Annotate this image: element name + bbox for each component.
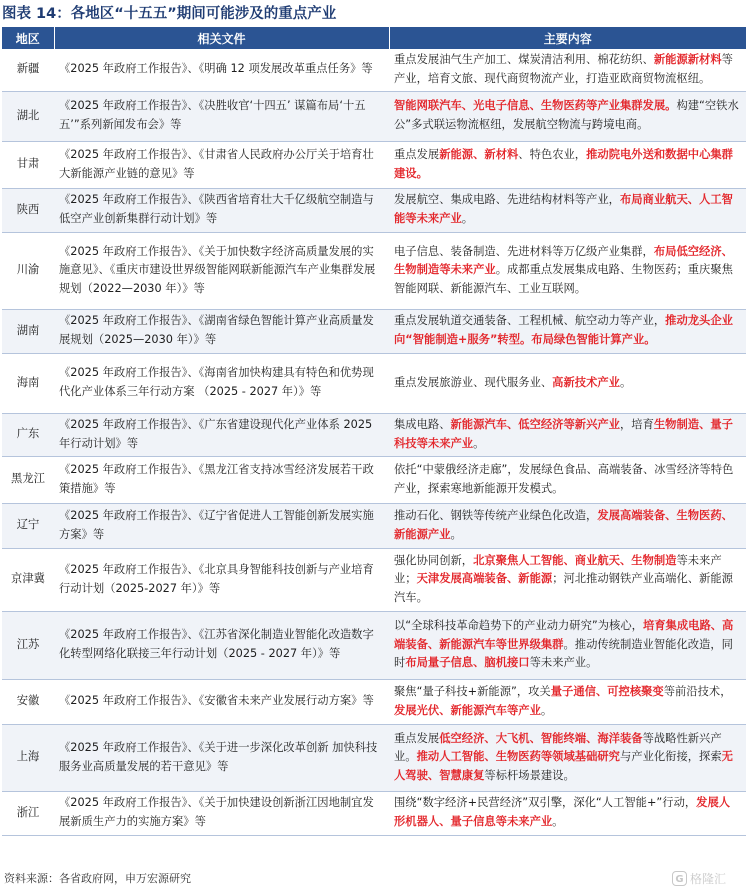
table-row (2, 503, 746, 548)
highlighted-text: 推动人工智能、生物医药等领域基础研究 (416, 750, 620, 764)
content-text: 集成电路、 (394, 417, 451, 431)
highlighted-text: 布局低空经济、生物制造等未来产业 (394, 244, 733, 277)
content-text: ，培育 (619, 417, 654, 431)
region-cell: 湖北 (2, 91, 54, 141)
content-cell (389, 353, 746, 413)
region-cell: 湖南 (2, 309, 54, 353)
documents-cell: 《2025 年政府工作报告》、《关于进一步深化改革创新 加快科技服务业高质量发展的若干意见》等 (54, 724, 389, 791)
industry-table (2, 27, 746, 836)
highlighted-text: 推动龙头企业向“智能制造+服务”转型。布局绿色智能计算产业。 (394, 314, 733, 346)
content-text: 电子信息、装备制造、先进材料等万亿级产业集群， (394, 244, 654, 258)
content-text: 等战略性新兴产业。 (394, 731, 722, 764)
highlighted-text: 培育集成电路、高端装备、新能源汽车等世界级集群 (394, 619, 734, 651)
header-content: 主要内容 (389, 27, 746, 49)
content-text: 等产业，培育文旅、现代商贸物流产业，打造亚欧商贸物流枢纽。 (394, 53, 733, 85)
header-documents: 相关文件 (54, 27, 389, 49)
region-cell: 川渝 (2, 232, 54, 309)
table-row (2, 413, 746, 456)
content-text: 重点发展旅游业、现代服务业、 (394, 375, 553, 389)
documents-cell: 《2025 年政府工作报告》、《辽宁省促进人工智能创新发展实施方案》等 (54, 503, 389, 548)
content-cell (389, 456, 746, 503)
highlighted-text: 高新技术产业 (552, 375, 620, 389)
highlighted-text: 新能源新材料 (653, 53, 722, 67)
content-text: 。 (619, 375, 632, 389)
documents-cell: 《2025 年政府工作报告》、《广东省建设现代化产业体系 2025 年行动计划》等 (54, 413, 389, 456)
documents-cell: 《2025 年政府工作报告》、《陕西省培育壮大千亿级航空制造与低空产业创新集群行动计划》等 (54, 188, 389, 232)
content-cell (389, 141, 746, 188)
region-cell: 广东 (2, 413, 54, 456)
content-text: 重点发展轨道交通装备、工程机械、航空动力等产业， (394, 314, 666, 328)
figure-title: 图表 14：各地区“十五五”期间可能涉及的重点产业 (2, 6, 337, 22)
content-cell (389, 503, 746, 548)
table-row (2, 49, 746, 91)
highlighted-text: 量子通信、可控核聚变 (550, 684, 664, 698)
region-cell: 黑龙江 (2, 456, 54, 503)
region-cell: 辽宁 (2, 503, 54, 548)
highlighted-text: 新能源、新材料 (439, 147, 519, 161)
table-row (2, 611, 746, 679)
highlighted-text: 发展光伏、新能源汽车等产业 (394, 703, 541, 717)
highlighted-text: 天津发展高端装备、新能源 (416, 572, 553, 586)
table-row (2, 548, 746, 611)
documents-cell: 《2025 年政府工作报告》、《决胜收官‘十四五’ 谋篇布局‘十五五’”系列新闻发布会》等 (54, 91, 389, 141)
region-cell: 京津冀 (2, 548, 54, 611)
content-text: 。成都重点发展集成电路、生物医药；重庆聚焦智能网联、新能源汽车、工业互联网。 (394, 263, 733, 295)
content-text: 、特色农业， (518, 147, 587, 161)
header-region: 地区 (2, 27, 54, 49)
content-text: 。推动传统制造业智能化改造，同时 (394, 637, 733, 670)
documents-cell: 《2025 年政府工作报告》、《海南省加快构建具有特色和优势现代化产业体系三年行动方案 （2025 - 2027 年）》等 (54, 353, 389, 413)
watermark (672, 868, 744, 888)
highlighted-text: 无人驾驶、智慧康复 (394, 750, 733, 782)
highlighted-text: 布局商业航天、人工智能等未来产业 (394, 193, 733, 225)
content-cell (389, 91, 746, 141)
region-cell: 甘肃 (2, 141, 54, 188)
content-cell (389, 413, 746, 456)
content-text: 强化协同创新， (394, 553, 474, 567)
table-row (2, 724, 746, 791)
content-text: 发展航空、集成电路、先进结构材料等产业， (394, 193, 620, 207)
documents-cell: 《2025 年政府工作报告》、《安徽省未来产业发展行动方案》等 (54, 679, 389, 724)
watermark-text: 格隆汇 (690, 871, 727, 886)
documents-cell: 《2025 年政府工作报告》、《北京具身智能科技创新与产业培育行动计划（2025-2027 年）》等 (54, 548, 389, 611)
content-cell (389, 548, 746, 611)
content-text: 重点发展 (394, 147, 440, 161)
content-text: 。 (473, 436, 485, 450)
content-text: 以“全球科技革命趋势下的产业动力研究”为核心， (394, 619, 643, 633)
documents-cell: 《2025 年政府工作报告》、《湖南省绿色智能计算产业高质量发展规划（2025—2030 年）》等 (54, 309, 389, 353)
highlighted-text: 发展人形机器人、量子信息等未来产业 (394, 796, 731, 828)
documents-cell: 《2025 年政府工作报告》、《关于加快建设创新浙江因地制宜发展新质生产力的实施方案》等 (54, 791, 389, 835)
content-text: 聚焦“量子科技+新能源”，攻关 (394, 684, 551, 698)
region-cell: 新疆 (2, 49, 54, 91)
highlighted-text: 新能源汽车、低空经济等新兴产业 (450, 417, 620, 431)
highlighted-text: 低空经济、大飞机、智能终端、海洋装备 (439, 731, 643, 745)
table-body (2, 49, 746, 835)
documents-cell: 《2025 年政府工作报告》、《关于加快数字经济高质量发展的实施意见》、《重庆市建设世界级智能网联新能源汽车产业集群发展规划（2022—2030 年）》等 (54, 232, 389, 309)
content-text: 。 (540, 703, 553, 717)
highlighted-text: 智能网联汽车、光电子信息、生物医药等产业集群发展。 (394, 99, 677, 113)
documents-cell: 《2025 年政府工作报告》、《明确 12 项发展改革重点任务》等 (54, 49, 389, 91)
content-text: 依托“中蒙俄经济走廊”，发展绿色食品、高端装备、冰雪经济等特色产业，探索寒地新能源开发模式。 (394, 462, 734, 495)
content-text: 等未来产业； (394, 553, 722, 586)
content-text: 重点发展油气生产加工、煤炭清洁利用、棉花纺织、 (394, 53, 654, 67)
content-text: 。 (450, 527, 462, 541)
documents-cell: 《2025 年政府工作报告》、《黑龙江省支持冰雪经济发展若干政策措施》等 (54, 456, 389, 503)
region-cell: 江苏 (2, 611, 54, 679)
source-note: 资料来源：各省政府网，申万宏源研究 (4, 872, 191, 885)
content-cell (389, 791, 746, 835)
table-row (2, 232, 746, 309)
content-text: 。 (461, 212, 474, 225)
table-row (2, 679, 746, 724)
table-row (2, 188, 746, 232)
highlighted-text: 推动院电外送和数据中心集群建设。 (394, 147, 733, 180)
content-text: 围绕“数字经济+民营经济”双引擎，深化“人工智能+”行动， (394, 796, 697, 810)
content-text: 重点发展 (394, 731, 440, 745)
highlighted-text: 布局量子信息、脑机接口 (405, 656, 530, 670)
table-row (2, 141, 746, 188)
content-text: ；河北推动钢铁产业高端化、新能源汽车。 (394, 572, 733, 604)
table-row (2, 91, 746, 141)
content-text: 等标杆场景建设。 (484, 768, 575, 782)
region-cell: 上海 (2, 724, 54, 791)
region-cell: 浙江 (2, 791, 54, 835)
content-text: 与产业化衔接，探索 (619, 750, 722, 764)
content-cell (389, 679, 746, 724)
content-cell (389, 724, 746, 791)
content-text: 构建“空铁水公”多式联运物流枢纽，发展航空物流与跨境电商。 (394, 99, 739, 131)
documents-cell: 《2025 年政府工作报告》、《甘肃省人民政府办公厅关于培育壮大新能源产业链的意见》等 (54, 141, 389, 188)
content-cell (389, 232, 746, 309)
highlighted-text: 生物制造、量子科技等未来产业 (394, 417, 733, 450)
content-text: 推动石化、钢铁等传统产业绿色化改造， (394, 508, 598, 522)
highlighted-text: 北京聚焦人工智能、商业航天、生物制造 (473, 553, 677, 567)
watermark-logo-icon: G (672, 871, 687, 886)
region-cell: 陕西 (2, 188, 54, 232)
content-cell (389, 309, 746, 353)
highlighted-text: 发展高端装备、生物医药、新能源产业 (394, 508, 733, 541)
table-row (2, 309, 746, 353)
table-row (2, 791, 746, 835)
documents-cell: 《2025 年政府工作报告》、《江苏省深化制造业智能化改造数字化转型网络化联接三年行动计划（2025 - 2027 年）》等 (54, 611, 389, 679)
table-row (2, 456, 746, 503)
table-header-row (2, 27, 746, 49)
content-cell (389, 188, 746, 232)
content-text: 。 (552, 815, 564, 828)
region-cell: 海南 (2, 353, 54, 413)
table-row (2, 353, 746, 413)
content-cell (389, 49, 746, 91)
content-cell (389, 611, 746, 679)
content-text: 等前沿技术， (663, 684, 732, 698)
region-cell: 安徽 (2, 679, 54, 724)
content-text: 等未来产业。 (529, 656, 598, 670)
